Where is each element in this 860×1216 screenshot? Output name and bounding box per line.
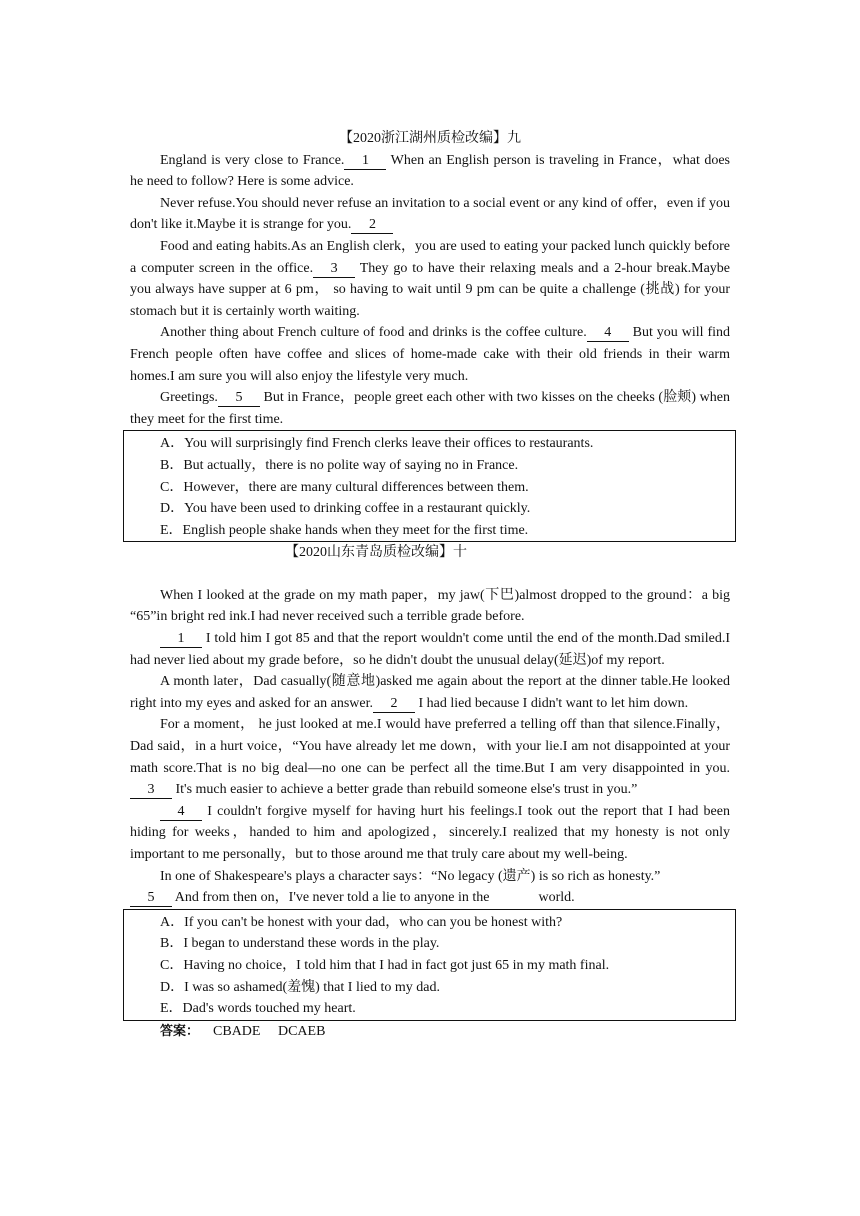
passage1-paragraph-2: Never refuse.You should never refuse an invitation to a social event or any kind of offer，even if you don't like it.Maybe it is strange for you. 2: [130, 195, 730, 233]
passage2-paragraph-1: When I looked at the grade on my math paper，my jaw(下巴)almost dropped to the ground：a big “65”in bright red ink.I had never received such a terrible grade before.: [130, 587, 730, 625]
passage2-paragraph-3: A month later，Dad casually(随意地)asked me again about the report at the dinner table.He looked right into my eyes and asked for an answer. 2 I had lied because I didn't want to let him down.: [130, 674, 730, 711]
blank-4: 4: [587, 325, 629, 342]
passage2-paragraph-6: In one of Shakespeare's plays a character says：“No legacy (遗产) is so rich as honesty.”: [160, 868, 661, 884]
passage2-paragraph-4: For a moment， he just looked at me.I would have preferred a telling off than that silence.Finally，Dad said，in a hurt voice，“You have already let me down，with your lie.I am not disappointed at your math score.That is no big deal—no one can be perfect all the time.But I am very disappointed in you.3 It's much easier to achieve a better grade than rebuild someone else's trust in you.”: [130, 717, 730, 798]
passage1-options-box: [123, 430, 736, 542]
blank-2: 2: [373, 696, 415, 713]
option-d: D．I was so ashamed(羞愧) that I lied to my dad.: [160, 979, 440, 995]
passage1-title: 【2020浙江湖州质检改编】九: [339, 131, 521, 146]
option-d: D．You have been used to drinking coffee in a restaurant quickly.: [160, 501, 531, 517]
option-e: E．English people shake hands when they meet for the first time.: [160, 522, 529, 538]
spacer: [130, 564, 730, 585]
blank-4: 4: [160, 804, 202, 821]
blank-1: 1: [160, 631, 202, 648]
answer-label: 答案：: [160, 1023, 200, 1039]
option-e: E．Dad's words touched my heart.: [160, 1001, 356, 1017]
blank-3: 3: [313, 261, 355, 278]
blank-5: 5: [130, 890, 172, 907]
answer-line: [130, 1021, 730, 1043]
passage1-paragraph-3: Food and eating habits.As an English clerk，you are used to eating your packed lunch quickly before a computer screen in the office. 3 They go to have their relaxing meals and a 2-hour break.Maybe you always have supper at 6 pm， so having to wait until 9 pm can be quite a challenge (挑战) for your stomach but it is certainly worth waiting.: [130, 238, 730, 319]
document-page: [130, 128, 730, 1042]
option-a: A．You will surprisingly find French clerks leave their offices to restaurants.: [160, 436, 594, 452]
option-b: B．But actually，there is no polite way of saying no in France.: [160, 457, 519, 473]
option-c: C．However，there are many cultural differences between them.: [160, 479, 529, 495]
passage2-paragraph-7: 5 And from then on，I've never told a lie to anyone in the world.: [130, 887, 730, 909]
blank-1: 1: [344, 153, 386, 170]
passage2-paragraph-5: 4 I couldn't forgive myself for having hurt his feelings.I took out the report that I had been hiding for weeks，handed to him and apologized，sincerely.I realized that my honesty is not only important to me personally，but to those around me that truly care about my well-being.: [130, 803, 730, 862]
passage2-options-box: [123, 909, 736, 1021]
option-a: A．If you can't be honest with your dad，who can you be honest with?: [160, 914, 563, 930]
blank-3: 3: [130, 782, 172, 799]
blank-2: 2: [351, 217, 393, 234]
passage1-paragraph-4: Another thing about French culture of food and drinks is the coffee culture. 4 But you will find French people often have coffee and slices of home-made cake with their old friends in their warm homes.I am sure you will also enjoy the lifestyle very much.: [130, 325, 730, 384]
passage2-title: 【2020山东青岛质检改编】十: [285, 545, 467, 561]
passage1-paragraph-5: Greetings. 5 But in France，people greet each other with two kisses on the cheeks (脸颊) when they meet for the first time.: [130, 390, 730, 427]
passage2-paragraph-2: 1 I told him I got 85 and that the report wouldn't come until the end of the month.Dad smiled.I had never lied about my grade before，so he didn't doubt the unusual delay(延迟)of my report.: [130, 631, 730, 668]
blank-5: 5: [218, 390, 260, 407]
passage1-paragraph-1: England is very close to France. 1 When an English person is traveling in France，what does he need to follow? Here is some advice.: [130, 152, 730, 190]
option-c: C．Having no choice，I told him that I had in fact got just 65 in my math final.: [160, 957, 610, 973]
answer-value: CBADE DCAEB: [213, 1023, 326, 1039]
option-b: B．I began to understand these words in the play.: [160, 936, 440, 952]
